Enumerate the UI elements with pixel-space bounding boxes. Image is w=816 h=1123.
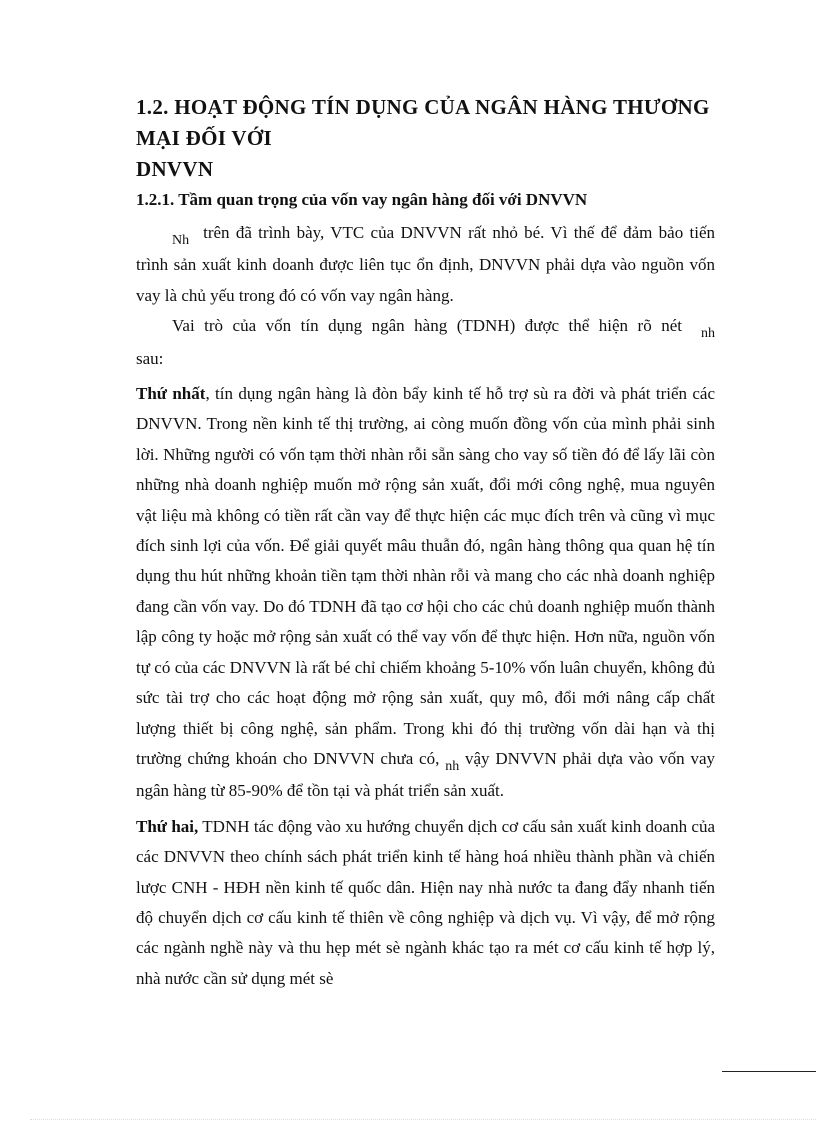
page-bottom-edge xyxy=(30,1119,816,1120)
paragraph-3-text-a: , tín dụng ngân hàng là đòn bẩy kinh tế hỗ trợ sù ra đời và phát triển các DNVVN. Trong nền kinh tế thị trường, ai còng muốn đồng vốn của mình phải sinh lời. Những người có vốn tạm thời nhàn rỗi sẵn sàng cho vay số tiền đó để lấy lãi còn những nhà doanh nghiệp muốn mở rộng sản xuất, đổi mới công nghệ, mua nguyên vật liệu mà không có tiền rất cần vay để thực hiện các mục đích trên và cũng vì mục đích sinh lợi của vốn. Để giải quyết mâu thuẫn đó, ngân hàng thông qua quan hệ tín dụng thu hút những khoản tiền tạm thời nhàn rỗi và mang cho các nhà doanh nghiệp đang cần vốn vay. Do đó TDNH đã tạo cơ hội cho các chủ doanh nghiệp muốn thành lập công ty hoặc mở rộng sản xuất có thể vay vốn để thực hiện. Hơn nữa, nguồn vốn tự có của các DNVVN là rất bé chỉ chiếm khoảng 5-10% vốn luân chuyển, không đủ sức tài trợ cho các hoạt động mở rộng sản xuất, quy mô, đổi mới nâng cấp chất lượng thiết bị công nghệ, sản phẩm. Trong khi đó thị trường vốn dài hạn và thị trường chứng khoán cho DNVVN chưa có, xyxy=(136,384,715,768)
paragraph-1-lead: Nh xyxy=(172,233,190,248)
paragraph-4-label: Thứ hai, xyxy=(136,816,199,836)
paragraph-2-tail: sau: xyxy=(136,348,164,368)
paragraph-3 xyxy=(136,379,715,807)
section-heading xyxy=(136,92,756,185)
paragraph-3-nh: nh xyxy=(445,758,460,774)
paragraph-3-text-b: vậy DNVVN phải dựa vào vốn vay ngân hàng từ 85-90% để tồn tại và phát triển sản xuất. xyxy=(136,748,715,801)
paragraph-2 xyxy=(136,311,715,343)
section-title-continued: DNVVN xyxy=(136,157,214,181)
body-text xyxy=(136,218,715,994)
paragraph-2-nh: nh xyxy=(701,326,715,342)
subsection-heading: 1.2.1. Tầm quan trọng của vốn vay ngân hàng đối với DNVVN xyxy=(136,190,588,209)
section-title: 1.2. HOẠT ĐỘNG TÍN DỤNG CỦA NGÂN HÀNG THƯƠNG MẠI ĐỐI VỚI xyxy=(136,95,710,150)
paragraph-1-text: trên đã trình bày, VTC của DNVVN rất nhỏ bé. Vì thế để đảm bảo tiến trình sản xuất kinh doanh được liên tục ổn định, DNVVN phải dựa vào nguồn vốn vay là chủ yếu trong đó có vốn vay ngân hàng. xyxy=(136,223,715,305)
footnote-rule xyxy=(722,1071,816,1072)
paragraph-4-text: TDNH tác động vào xu hướng chuyển dịch cơ cấu sản xuất kinh doanh của các DNVVN theo chính sách phát triển kinh tế hàng hoá nhiều thành phần và chiến lược CNH - HĐH nền kinh tế quốc dân. Hiện nay nhà nước ta đang đẩy nhanh tiến độ chuyển dịch cơ cấu kinh tế thiên về công nghiệp và dịch vụ. Vì vậy, để mở rộng các ngành nghề này và thu hẹp mét sè ngành khác tạo ra mét cơ cấu kinh tế hợp lý, nhà nước cần sử dụng mét sè xyxy=(136,816,715,988)
paragraph-4 xyxy=(136,812,715,994)
paragraph-1 xyxy=(136,218,715,311)
paragraph-2-text: Vai trò của vốn tín dụng ngân hàng (TDNH) được thể hiện rõ nét xyxy=(172,316,682,336)
paragraph-3-label: Thứ nhất xyxy=(136,384,206,404)
